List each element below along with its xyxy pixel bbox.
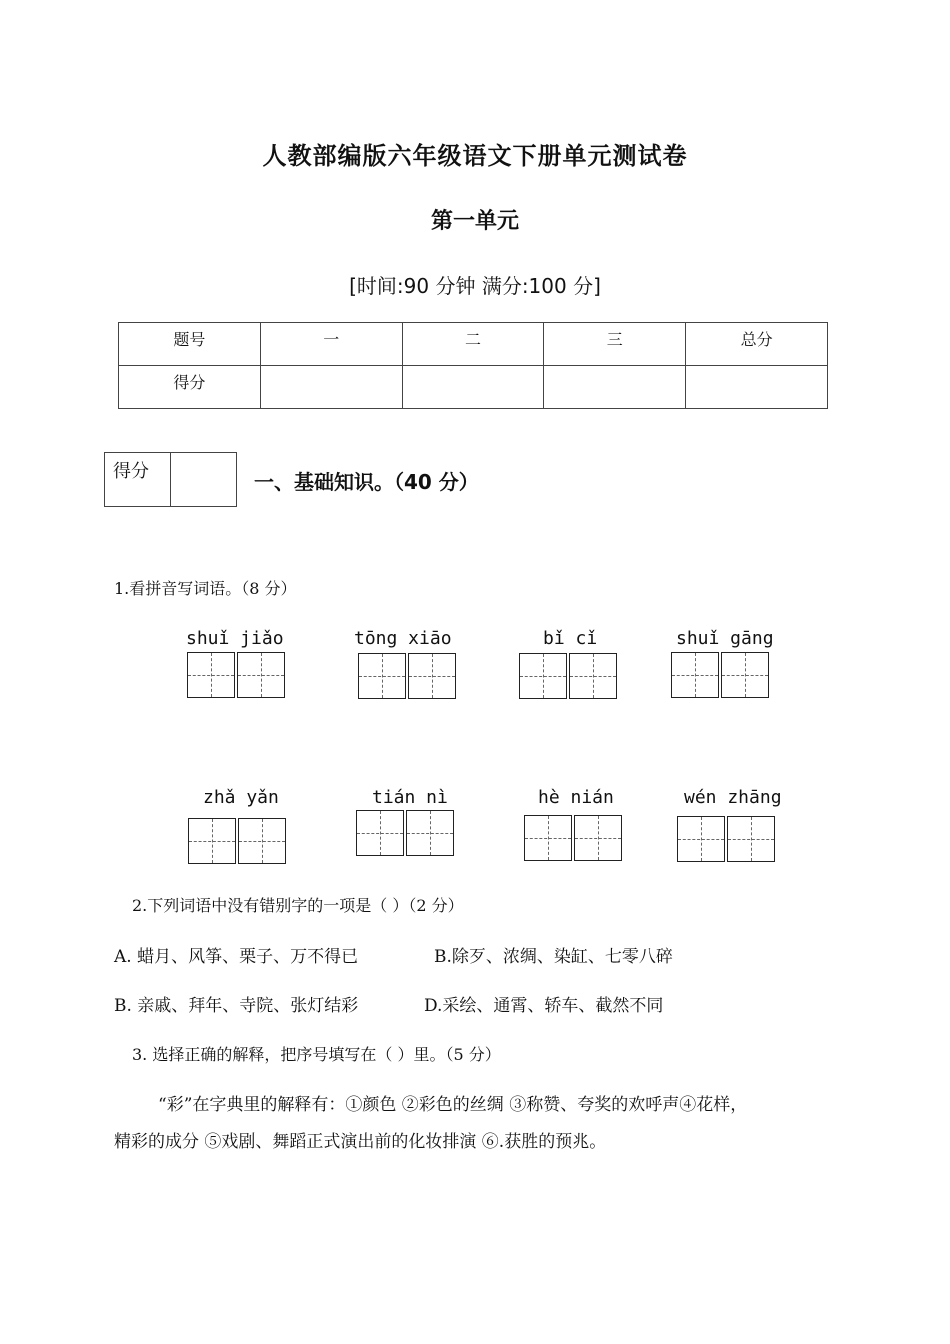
question-2: 2.下列词语中没有错别字的一项是（ ）（2 分） bbox=[132, 896, 464, 915]
table-cell: 三 bbox=[544, 323, 686, 366]
writing-grid[interactable] bbox=[671, 652, 771, 698]
page-title: 人教部编版六年级语文下册单元测试卷 bbox=[262, 142, 688, 170]
definition-line: 精彩的成分 ⑤戏剧、舞蹈正式演出前的化妆排演 ⑥.获胜的预兆。 bbox=[114, 1132, 607, 1152]
writing-grid[interactable] bbox=[358, 653, 458, 699]
pinyin-label: zhǎ yǎn bbox=[203, 787, 279, 808]
writing-grid[interactable] bbox=[677, 816, 777, 862]
section-score-label: 得分 bbox=[105, 453, 171, 506]
score-input-cell[interactable] bbox=[402, 366, 544, 409]
pinyin-label: bǐ cǐ bbox=[543, 628, 598, 649]
table-cell: 一 bbox=[260, 323, 402, 366]
unit-title: 第一单元 bbox=[430, 209, 519, 234]
table-row bbox=[119, 323, 828, 366]
pinyin-label: shuǐ gāng bbox=[676, 628, 774, 649]
option-a: A. 蜡月、风筝、栗子、万不得已 bbox=[114, 947, 359, 967]
score-input-cell[interactable] bbox=[260, 366, 402, 409]
score-input-cell[interactable] bbox=[686, 366, 828, 409]
writing-grid[interactable] bbox=[356, 810, 456, 856]
table-cell: 得分 bbox=[119, 366, 261, 409]
pinyin-label: tián nì bbox=[372, 787, 448, 808]
question-1: 1.看拼音写词语。（8 分） bbox=[114, 579, 297, 598]
writing-grid[interactable] bbox=[188, 818, 288, 864]
time-score-info: [时间:90 分钟 满分:100 分] bbox=[349, 274, 601, 298]
definition-line: “彩”在字典里的解释有：①颜色 ②彩色的丝绸 ③称赞、夸奖的欢呼声④花样， bbox=[158, 1095, 748, 1115]
option-d: D.采绘、通霄、轿车、截然不同 bbox=[424, 996, 664, 1016]
score-input-cell[interactable] bbox=[544, 366, 686, 409]
writing-grid[interactable] bbox=[524, 815, 624, 861]
option-c: B. 亲戚、拜年、寺院、张灯结彩 bbox=[114, 996, 359, 1016]
table-cell: 题号 bbox=[119, 323, 261, 366]
option-b: B.除歹、浓绸、染缸、七零八碎 bbox=[434, 947, 673, 967]
writing-grid[interactable] bbox=[187, 652, 287, 698]
pinyin-label: tōng xiāo bbox=[354, 628, 452, 649]
section-score-box bbox=[104, 452, 237, 507]
table-cell: 二 bbox=[402, 323, 544, 366]
question-3: 3. 选择正确的解释，把序号填写在（ ）里。（5 分） bbox=[132, 1045, 501, 1064]
section-heading: 一、基础知识。（40 分） bbox=[254, 470, 479, 494]
pinyin-label: wén zhāng bbox=[684, 787, 782, 808]
writing-grid[interactable] bbox=[519, 653, 619, 699]
pinyin-label: hè nián bbox=[538, 787, 614, 808]
table-cell: 总分 bbox=[686, 323, 828, 366]
score-table bbox=[118, 322, 828, 409]
table-row bbox=[119, 366, 828, 409]
pinyin-label: shuǐ jiǎo bbox=[186, 628, 284, 649]
